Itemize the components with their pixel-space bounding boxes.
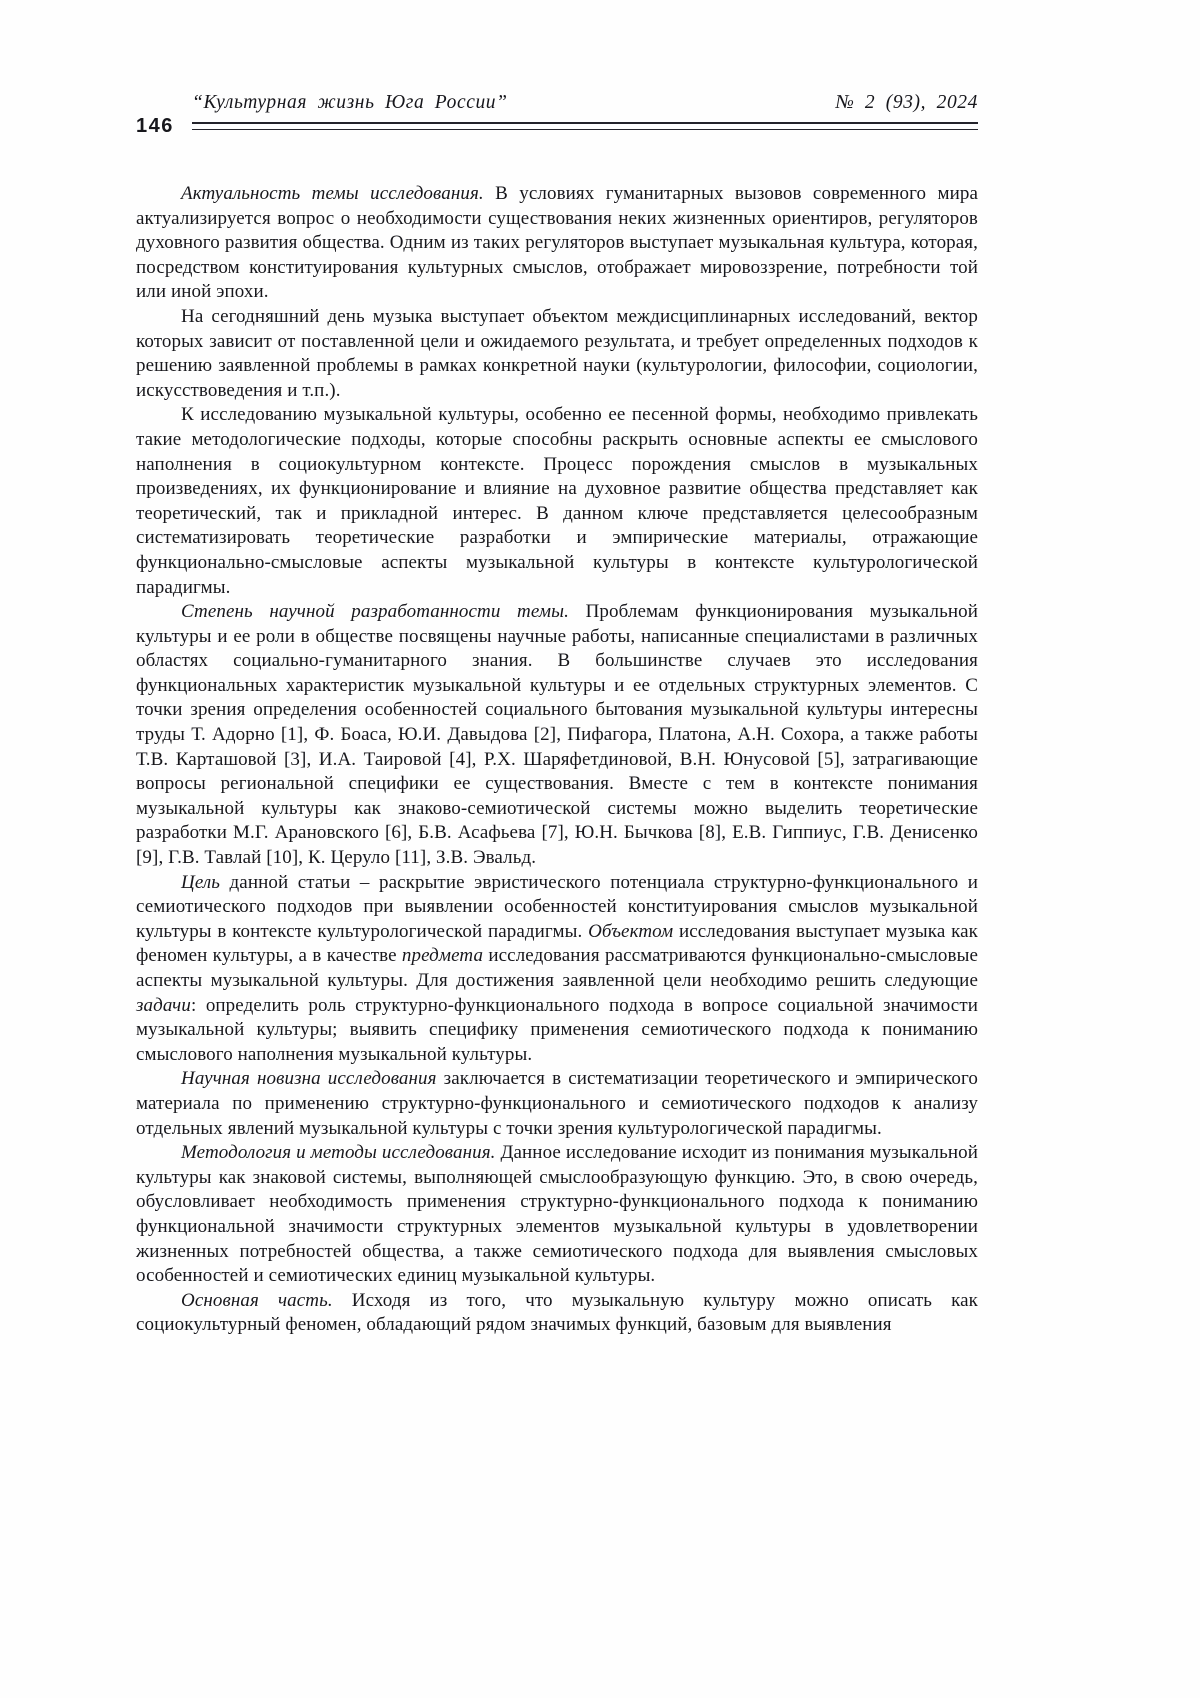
article-body xyxy=(136,182,978,1338)
emphasis-text: Цель xyxy=(181,871,221,893)
paragraph xyxy=(136,1289,978,1338)
body-text: Данное исследование исходит из понимания музыкальной культуры как знаковой системы, выполняющей смыслообразующую функцию. Это, в свою очередь, обусловливает необходимость применения структурно-функционального подхода к пониманию функциональной значимости структурных элементов музыкальной культуры в удовлетворении жизненных потребностей общества, а также семиотического подхода для выявления смысловых особенностей и семиотических единиц музыкальной культуры. xyxy=(136,1142,978,1287)
paragraph xyxy=(136,182,978,305)
body-text: исследования выступает музыка как феномен культуры, а в качестве xyxy=(136,920,978,967)
paragraph xyxy=(136,1067,978,1141)
emphasis-text: задачи xyxy=(136,994,191,1016)
page-header xyxy=(136,92,978,136)
paragraph xyxy=(136,600,978,871)
emphasis-text: предмета xyxy=(401,945,484,967)
body-text: К исследованию музыкальной культуры, особенно ее песенной формы, необходимо привлекать такие методологические подходы, которые способны раскрыть основные аспекты ее смыслового наполнения в социокультурном контексте. Процесс порождения смыслов в музыкальных произведениях, их функционирование и влияние на духовное развитие общества представляет как теоретический, так и прикладной интерес. В данном ключе представляется целесообразным систематизировать теоретические разработки и эмпирические материалы, отражающие функционально-смысловые аспекты музыкальной культуры в контексте культурологической парадигмы. xyxy=(136,404,978,598)
body-text: Проблемам функционирования музыкальной культуры и ее роли в обществе посвящены научные работы, написанные специалистами в различных областях социально-гуманитарного знания. В большинстве случаев это исследования функциональных характеристик музыкальной культуры и ее отдельных структурных элементов. С точки зрения определения особенностей социального бытования музыкальной культуры интересны труды Т. Адорно [1], Ф. Боаса, Ю.И. Давыдова [2], Пифагора, Платона, А.Н. Сохора, а также работы Т.В. Карташовой [3], И.А. Таировой [4], Р.Х. Шаряфетдиновой, В.Н. Юнусовой [5], затрагивающие вопросы региональной специфики ее существования. Вместе с тем в контексте понимания музыкальной культуры как знаково-семиотической системы можно выделить теоретические разработки М.Г. Арановского [6], Б.В. Асафьева [7], Ю.Н. Бычкова [8], Е.В. Гиппиус, Г.В. Денисенко [9], Г.В. Тавлай [10], К. Церуло [11], З.В. Эвальд. xyxy=(136,601,978,869)
header-rule-row xyxy=(136,116,978,136)
emphasis-text: Методология и методы исследования. xyxy=(181,1142,496,1164)
journal-title: “Культурная жизнь Юга России” xyxy=(192,92,508,113)
body-text: исследования рассматриваются функционально-смысловые аспекты музыкальной культуры. Для достижения заявленной цели необходимо решить следующие xyxy=(136,945,978,991)
paragraph xyxy=(136,871,978,1068)
paragraph xyxy=(136,1141,978,1289)
paragraph xyxy=(136,403,978,600)
header-double-rule xyxy=(192,122,978,130)
page-number: 146 xyxy=(136,115,174,137)
body-text: заключается в систематизации теоретического и эмпирического материала по применению структурно-функционального и семиотического подходов к анализу отдельных явлений музыкальной культуры с точки зрения культурологической парадигмы. xyxy=(136,1068,978,1139)
body-text: данной статьи – раскрытие эвристического потенциала структурно-функционального и семиотического подходов при выявлении особенностей конституирования смыслов музыкальной культуры в контексте культурологической парадигмы. xyxy=(136,871,978,942)
issue-number: № 2 (93), 2024 xyxy=(835,92,978,113)
emphasis-text: Основная часть. xyxy=(181,1289,333,1311)
paragraph xyxy=(136,305,978,403)
body-text: : определить роль структурно-функционального подхода в вопросе социальной значимости музыкальной культуры; выявить специфику применения семиотического подхода к пониманию смыслового наполнения музыкальной культуры. xyxy=(136,994,978,1065)
emphasis-text: Объектом xyxy=(588,920,674,942)
body-text: Исходя из того, что музыкальную культуру можно описать как социокультурный феномен, обладающий рядом значимых функций, базовым для выявления xyxy=(136,1289,979,1336)
emphasis-text: Актуальность темы исследования. xyxy=(181,183,484,204)
body-text: В условиях гуманитарных вызовов современного мира актуализируется вопрос о необходимости существования неких жизненных ориентиров, регуляторов духовного развития общества. Одним из таких регуляторов выступает музыкальная культура, которая, посредством конституирования культурных смыслов, отображает мировоззрение, потребности той или иной эпохи. xyxy=(136,183,978,303)
emphasis-text: Степень научной разработанности темы. xyxy=(181,601,569,623)
body-text: На сегодняшний день музыка выступает объектом междисциплинарных исследований, вектор которых зависит от поставленной цели и ожидаемого результата, и требует определенных подходов к решению заявленной проблемы в рамках конкретной науки (культурологии, философии, социологии, искусствоведения и т.п.). xyxy=(136,305,978,401)
running-head xyxy=(136,92,978,114)
emphasis-text: Научная новизна исследования xyxy=(181,1068,437,1090)
